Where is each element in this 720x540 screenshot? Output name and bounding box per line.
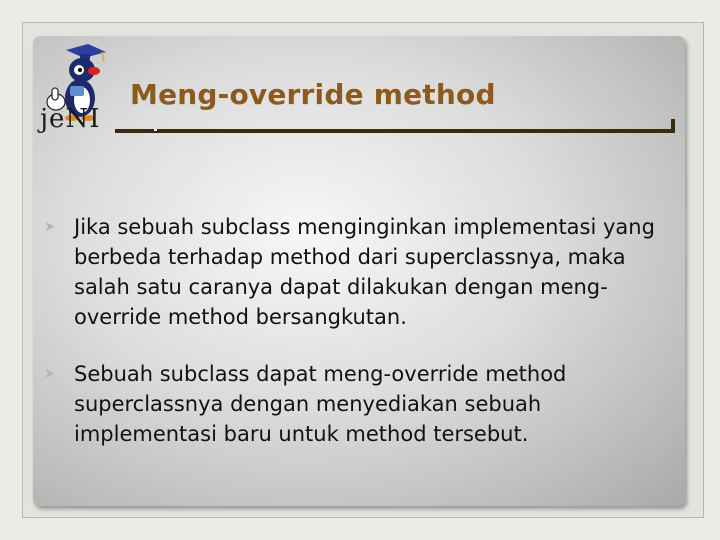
- title-underline: [115, 129, 675, 133]
- bullet-item: [44, 212, 664, 332]
- logo-wordmark: jeNI: [40, 104, 101, 134]
- bullet-text: Sebuah subclass dapat meng-override method superclassnya dengan menyediakan sebuah implementasi baru untuk method tersebut.: [74, 362, 567, 446]
- bullet-text: Jika sebuah subclass menginginkan implementasi yang berbeda terhadap method dari superclassnya, maka salah satu caranya dapat dilakukan dengan meng-override method bersangkutan.: [74, 215, 655, 329]
- arrow-bullet-icon: ➤: [44, 366, 56, 382]
- bullet-item: [44, 359, 664, 449]
- arrow-bullet-icon: ➤: [44, 219, 56, 235]
- title-underline-mark: [154, 129, 157, 131]
- slide-title: Meng-override method: [130, 78, 496, 111]
- title-underline-end-tick: [671, 119, 675, 133]
- bullet-list: [44, 212, 664, 449]
